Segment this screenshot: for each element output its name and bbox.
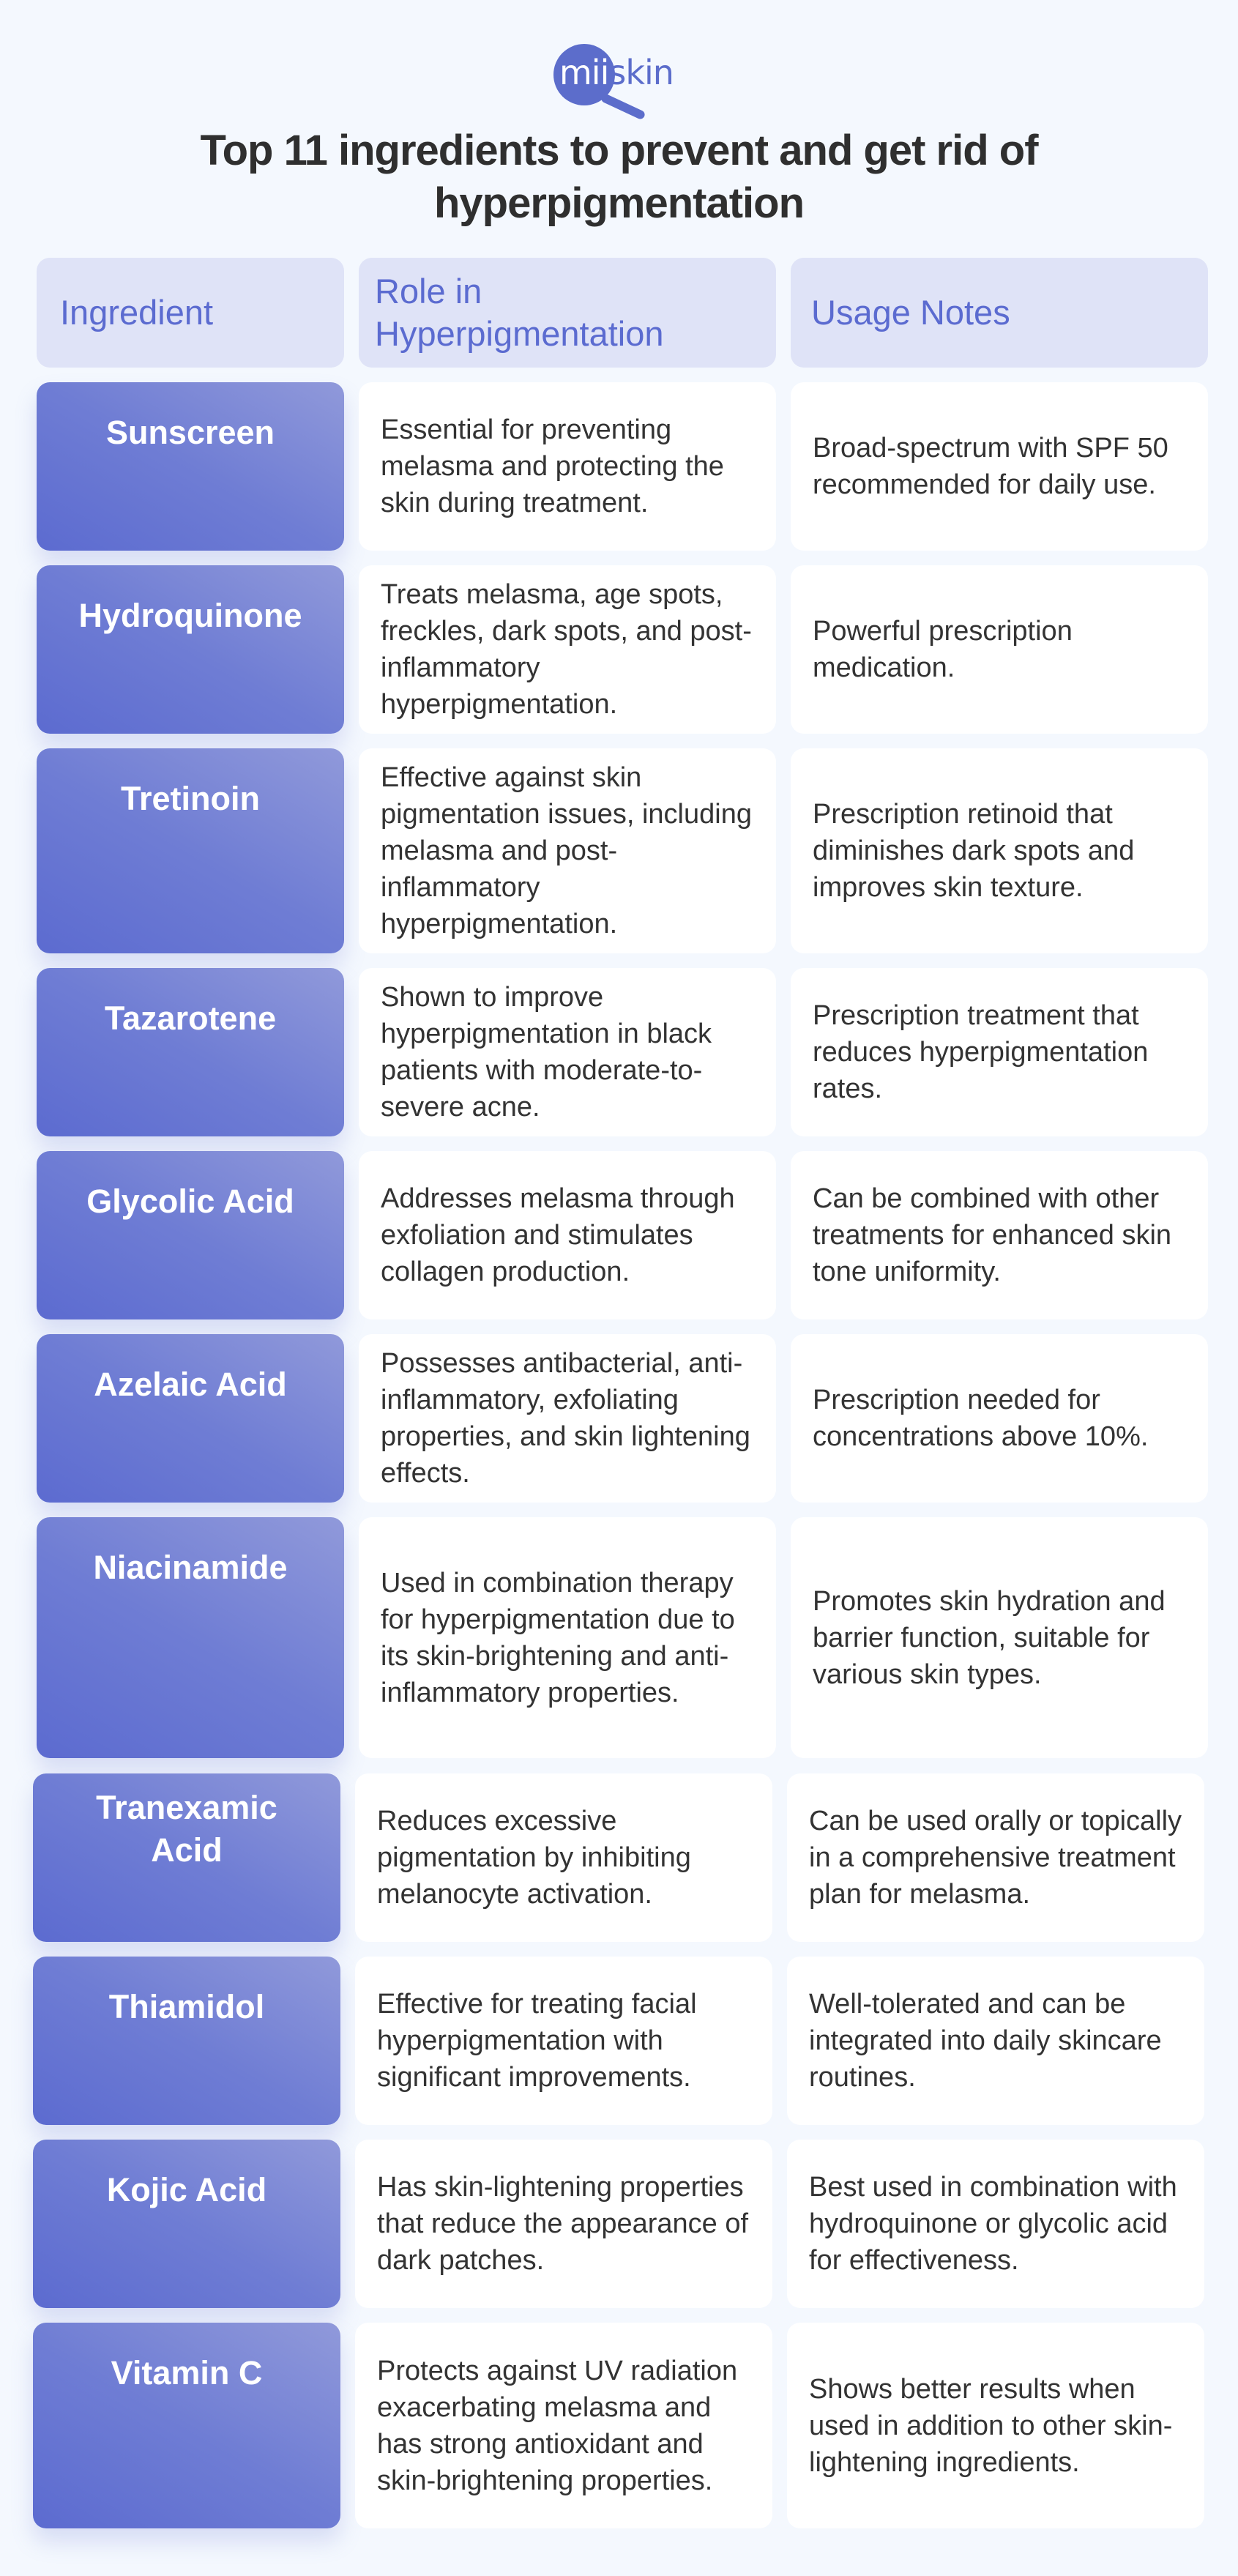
ingredient-cell: Sunscreen bbox=[37, 382, 344, 551]
usage-cell: Promotes skin hydration and barrier function, suitable for various skin types. bbox=[791, 1517, 1208, 1758]
usage-cell: Prescription treatment that reduces hyperpigmentation rates. bbox=[791, 968, 1208, 1136]
role-cell: Reduces excessive pigmentation by inhibiting melanocyte activation. bbox=[355, 1773, 772, 1942]
usage-cell: Can be combined with other treatments for enhanced skin tone uniformity. bbox=[791, 1151, 1208, 1319]
ingredient-cell: Azelaic Acid bbox=[37, 1334, 344, 1503]
column-header-ingredient: Ingredient bbox=[37, 258, 344, 368]
ingredient-cell: Kojic Acid bbox=[33, 2140, 340, 2308]
usage-cell: Well-tolerated and can be integrated into daily skincare routines. bbox=[787, 1957, 1204, 2125]
ingredient-cell: Glycolic Acid bbox=[37, 1151, 344, 1319]
column-header-role: Role in Hyperpigmentation bbox=[359, 258, 776, 368]
ingredient-cell: Thiamidol bbox=[33, 1957, 340, 2125]
role-cell: Effective against skin pigmentation issues, including melasma and post-inflammatory hyperpigmentation. bbox=[359, 748, 776, 953]
usage-cell: Best used in combination with hydroquinone or glycolic acid for effectiveness. bbox=[787, 2140, 1204, 2308]
role-cell: Treats melasma, age spots, freckles, dark spots, and post-inflammatory hyperpigmentation. bbox=[359, 565, 776, 734]
magnifier-handle-icon bbox=[600, 93, 646, 121]
role-cell: Possesses antibacterial, anti-inflammatory, exfoliating properties, and skin lightening effects. bbox=[359, 1334, 776, 1503]
role-cell: Shown to improve hyperpigmentation in black patients with moderate-to-severe acne. bbox=[359, 968, 776, 1136]
usage-cell: Prescription needed for concentrations above 10%. bbox=[791, 1334, 1208, 1503]
role-cell: Has skin-lightening properties that reduce the appearance of dark patches. bbox=[355, 2140, 772, 2308]
ingredient-cell: Tretinoin bbox=[37, 748, 344, 953]
role-cell: Essential for preventing melasma and protecting the skin during treatment. bbox=[359, 382, 776, 551]
usage-cell: Can be used orally or topically in a comprehensive treatment plan for melasma. bbox=[787, 1773, 1204, 1942]
role-cell: Used in combination therapy for hyperpigmentation due to its skin-brightening and anti-inflammatory properties. bbox=[359, 1517, 776, 1758]
role-cell: Protects against UV radiation exacerbating melasma and has strong antioxidant and skin-brightening properties. bbox=[355, 2323, 772, 2528]
column-header-usage: Usage Notes bbox=[791, 258, 1208, 368]
ingredient-cell: Hydroquinone bbox=[37, 565, 344, 734]
usage-cell: Broad-spectrum with SPF 50 recommended for daily use. bbox=[791, 382, 1208, 551]
usage-cell: Shows better results when used in addition to other skin-lightening ingredients. bbox=[787, 2323, 1204, 2528]
role-cell: Effective for treating facial hyperpigmentation with significant improvements. bbox=[355, 1957, 772, 2125]
ingredient-cell: Tranexamic Acid bbox=[33, 1773, 340, 1942]
ingredient-cell: Vitamin C bbox=[33, 2323, 340, 2528]
page-title: Top 11 ingredients to prevent and get rid of hyperpigmentation bbox=[200, 127, 1038, 227]
ingredient-cell: Tazarotene bbox=[37, 968, 344, 1136]
miiskin-logo bbox=[551, 22, 682, 95]
role-cell: Addresses melasma through exfoliation and stimulates collagen production. bbox=[359, 1151, 776, 1319]
usage-cell: Powerful prescription medication. bbox=[791, 565, 1208, 734]
ingredient-cell: Niacinamide bbox=[37, 1517, 344, 1758]
usage-cell: Prescription retinoid that diminishes dark spots and improves skin texture. bbox=[791, 748, 1208, 953]
logo-wordmark: miiskin bbox=[559, 53, 674, 92]
